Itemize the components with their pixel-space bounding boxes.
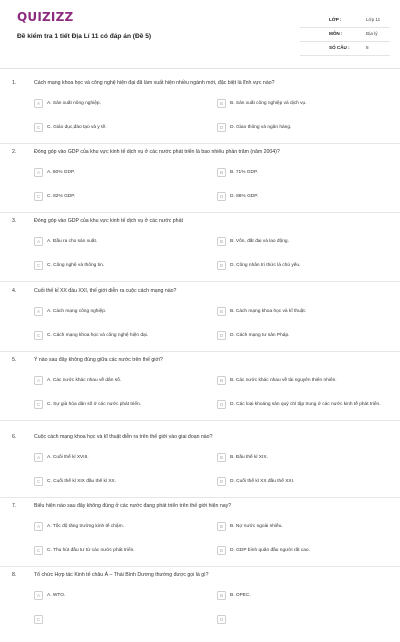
option-text: B. Vốn, đất đai và lao động. — [230, 238, 289, 244]
option-text: D. GDP bình quân đầu người rất cao. — [230, 547, 310, 553]
answer-option[interactable] — [34, 400, 206, 414]
option-text: B. Nợ nước ngoài nhiều. — [230, 523, 283, 529]
question-number: 7. — [12, 503, 17, 509]
option-text: D. Cách mạng tư sản Pháp. — [230, 332, 290, 338]
document-title: Đề kiểm tra 1 tiết Địa Lí 11 có đáp án (Đề 5) — [17, 33, 152, 40]
option-text: B. 71% GDP. — [230, 169, 258, 175]
option-letter-box[interactable]: D — [217, 192, 226, 201]
question-block — [0, 80, 400, 150]
question-text: Cuộc cách mạng khoa học và kĩ thuật diễn ra trên thế giới vào giai đoạn nào? — [34, 434, 213, 440]
option-text: A. 60% GDP. — [47, 169, 75, 175]
answer-option[interactable] — [34, 192, 206, 206]
question-text: Ý nào sau đây không đúng giữa các nước trên thế giới? — [34, 357, 163, 363]
answer-option[interactable] — [34, 307, 206, 321]
option-text: D. Cuối thế kỉ XX đầu thế XXI. — [230, 478, 295, 484]
option-letter-box[interactable]: D — [217, 477, 226, 486]
option-text: A. WTO. — [47, 592, 66, 598]
answer-option[interactable] — [217, 591, 389, 605]
question-divider — [0, 281, 400, 282]
question-divider — [0, 566, 400, 567]
option-letter-box[interactable]: A — [34, 376, 43, 385]
question-block — [0, 149, 400, 219]
answer-option[interactable] — [34, 591, 206, 605]
answer-option[interactable] — [217, 168, 389, 182]
answer-option[interactable] — [217, 453, 389, 467]
answer-option[interactable] — [34, 99, 206, 113]
question-divider — [0, 212, 400, 213]
question-number: 5. — [12, 357, 17, 363]
option-text: D. Giao thông và ngân hàng. — [230, 124, 292, 130]
option-letter-box[interactable]: D — [217, 615, 226, 624]
answer-option[interactable] — [217, 331, 389, 345]
question-block — [0, 288, 400, 358]
option-text: A. Cuối thế kỉ XVIII. — [47, 454, 89, 460]
answer-option[interactable] — [34, 546, 206, 560]
option-letter-box[interactable]: C — [34, 261, 43, 270]
question-text: Đóng góp vào GDP của khu vực kinh tế dịch vụ ở các nước phát triển là bao nhiêu phần trăm (năm 2004)? — [34, 149, 280, 155]
answer-option[interactable] — [217, 376, 389, 390]
meta-class-label: LỚP : — [329, 17, 342, 22]
meta-subject-row — [300, 30, 390, 42]
option-letter-box[interactable]: A — [34, 237, 43, 246]
option-letter-box[interactable]: D — [217, 331, 226, 340]
meta-class-row — [300, 16, 390, 28]
question-number: 4. — [12, 288, 17, 294]
answer-option[interactable] — [217, 237, 389, 251]
option-text: A. Cách mạng công nghiệp. — [47, 308, 107, 314]
option-text: D. Công nhân tri thức là chủ yếu. — [230, 262, 301, 268]
option-letter-box[interactable]: C — [34, 477, 43, 486]
option-letter-box[interactable]: B — [217, 522, 226, 531]
option-text: C. Cách mạng khoa học và công nghệ hiện đại. — [47, 332, 149, 338]
question-number: 2. — [12, 149, 17, 155]
answer-option[interactable] — [217, 123, 389, 137]
option-letter-box[interactable]: A — [34, 453, 43, 462]
answer-option[interactable] — [217, 400, 389, 414]
option-letter-box[interactable]: B — [217, 99, 226, 108]
question-text: Cách mạng khoa học và công nghệ hiện đại đã làm xuất hiện nhiều ngành mới, đặc biệt là lĩnh vực nào? — [34, 80, 275, 86]
answer-option[interactable] — [34, 376, 206, 390]
meta-count-label: SỐ CÂU : — [329, 45, 350, 50]
question-divider — [0, 143, 400, 144]
option-text: A. Các nước khác nhau về dân số. — [47, 377, 122, 383]
meta-count-value: 8 — [366, 45, 369, 50]
option-letter-box[interactable]: A — [34, 522, 43, 531]
option-text: B. Sản xuất công nghiệp và dịch vụ. — [230, 100, 307, 106]
document-header — [0, 0, 400, 64]
option-letter-box[interactable]: A — [34, 307, 43, 316]
option-letter-box[interactable]: A — [34, 99, 43, 108]
question-text: Cuối thế kỉ XX đầu XXI, thế giới diễn ra cuộc cách mạng nào? — [34, 288, 177, 294]
answer-option[interactable] — [34, 331, 206, 345]
question-number: 3. — [12, 218, 17, 224]
option-text: A. Sản xuất nông nghiệp. — [47, 100, 101, 106]
option-text: C. Cuối thế kỉ XIX đầu thế kỉ XX. — [47, 478, 117, 484]
option-text: B. OPEC. — [230, 592, 251, 598]
question-block — [0, 503, 400, 573]
question-text: Tổ chức Hợp tác Kinh tế châu Á – Thái Bình Dương thường được gọi là gì? — [34, 572, 209, 578]
question-number: 1. — [12, 80, 17, 86]
question-divider — [0, 420, 400, 421]
question-number: 8. — [12, 572, 17, 578]
meta-count-row — [300, 44, 390, 56]
option-text: B. Cách mạng khoa học và kĩ thuật. — [230, 308, 306, 314]
option-letter-box[interactable]: B — [217, 453, 226, 462]
option-letter-box[interactable]: B — [217, 168, 226, 177]
answer-option[interactable] — [217, 99, 389, 113]
option-letter-box[interactable]: B — [217, 237, 226, 246]
answer-option[interactable] — [34, 261, 206, 275]
option-text: C. Sự già hóa dân số ở các nước phát triển. — [47, 401, 142, 407]
option-letter-box[interactable]: C — [34, 546, 43, 555]
answer-option[interactable] — [34, 123, 206, 137]
option-text: C. 82% GDP. — [47, 193, 76, 199]
answer-option[interactable] — [217, 477, 389, 491]
option-letter-box[interactable]: D — [217, 400, 226, 409]
option-letter-box[interactable]: C — [34, 331, 43, 340]
option-letter-box[interactable]: C — [34, 400, 43, 409]
question-block — [0, 572, 400, 642]
question-divider — [0, 497, 400, 498]
option-text: C. Công nghệ và thông tin. — [47, 262, 105, 268]
answer-option[interactable] — [34, 477, 206, 491]
question-text: Đóng góp vào GDP của khu vực kinh tế dịch vụ ở các nước phát — [34, 218, 183, 224]
answer-option[interactable] — [217, 261, 389, 275]
option-text: A. Đầu ra cho sản xuất. — [47, 238, 98, 244]
answer-option[interactable] — [34, 168, 206, 182]
option-text: D. Các loại khoáng sản quý chỉ tập trung ở các nước kinh tế phát triển. — [230, 401, 381, 407]
option-letter-box[interactable]: D — [217, 261, 226, 270]
header-divider — [0, 68, 400, 69]
answer-option[interactable] — [217, 192, 389, 206]
answer-option[interactable] — [34, 522, 206, 536]
option-letter-box[interactable]: B — [217, 376, 226, 385]
question-block — [0, 434, 400, 504]
answer-option[interactable] — [217, 307, 389, 321]
option-letter-box[interactable]: B — [217, 591, 226, 600]
option-letter-box[interactable]: A — [34, 168, 43, 177]
option-text: C. Giáo dục,đào tạo và y tế. — [47, 124, 107, 130]
option-letter-box[interactable]: C — [34, 615, 43, 624]
answer-option[interactable] — [217, 615, 389, 629]
option-text: A. Tốc độ tăng trưởng kinh tế chậm. — [47, 523, 124, 529]
answer-option[interactable] — [34, 237, 206, 251]
option-letter-box[interactable]: C — [34, 123, 43, 132]
option-text: D. 86% GDP. — [230, 193, 259, 199]
meta-subject-value: Địa lý — [366, 31, 378, 36]
meta-subject-label: MÔN : — [329, 31, 343, 36]
quizizz-logo: QUIZIZZ — [17, 10, 74, 24]
option-letter-box[interactable]: A — [34, 591, 43, 600]
question-block — [0, 218, 400, 288]
option-text: B. Đầu thế kỉ XIX. — [230, 454, 268, 460]
option-letter-box[interactable]: D — [217, 123, 226, 132]
option-text: C. Thu hút đầu tư từ các nước phát triển. — [47, 547, 135, 553]
option-text: B. Các nước khác nhau về tài nguyên thiên nhiên. — [230, 377, 337, 383]
meta-class-value: Lớp 11 — [366, 17, 381, 22]
option-letter-box[interactable]: C — [34, 192, 43, 201]
option-letter-box[interactable]: D — [217, 546, 226, 555]
question-divider — [0, 351, 400, 352]
question-number: 6. — [12, 434, 17, 440]
answer-option[interactable] — [34, 453, 206, 467]
question-block — [0, 357, 400, 427]
option-letter-box[interactable]: B — [217, 307, 226, 316]
question-text: Biểu hiện nào sau đây không đúng ở các nước đang phát triển trên thế giới hiện nay? — [34, 503, 232, 509]
answer-option[interactable] — [34, 615, 206, 629]
answer-option[interactable] — [217, 522, 389, 536]
answer-option[interactable] — [217, 546, 389, 560]
